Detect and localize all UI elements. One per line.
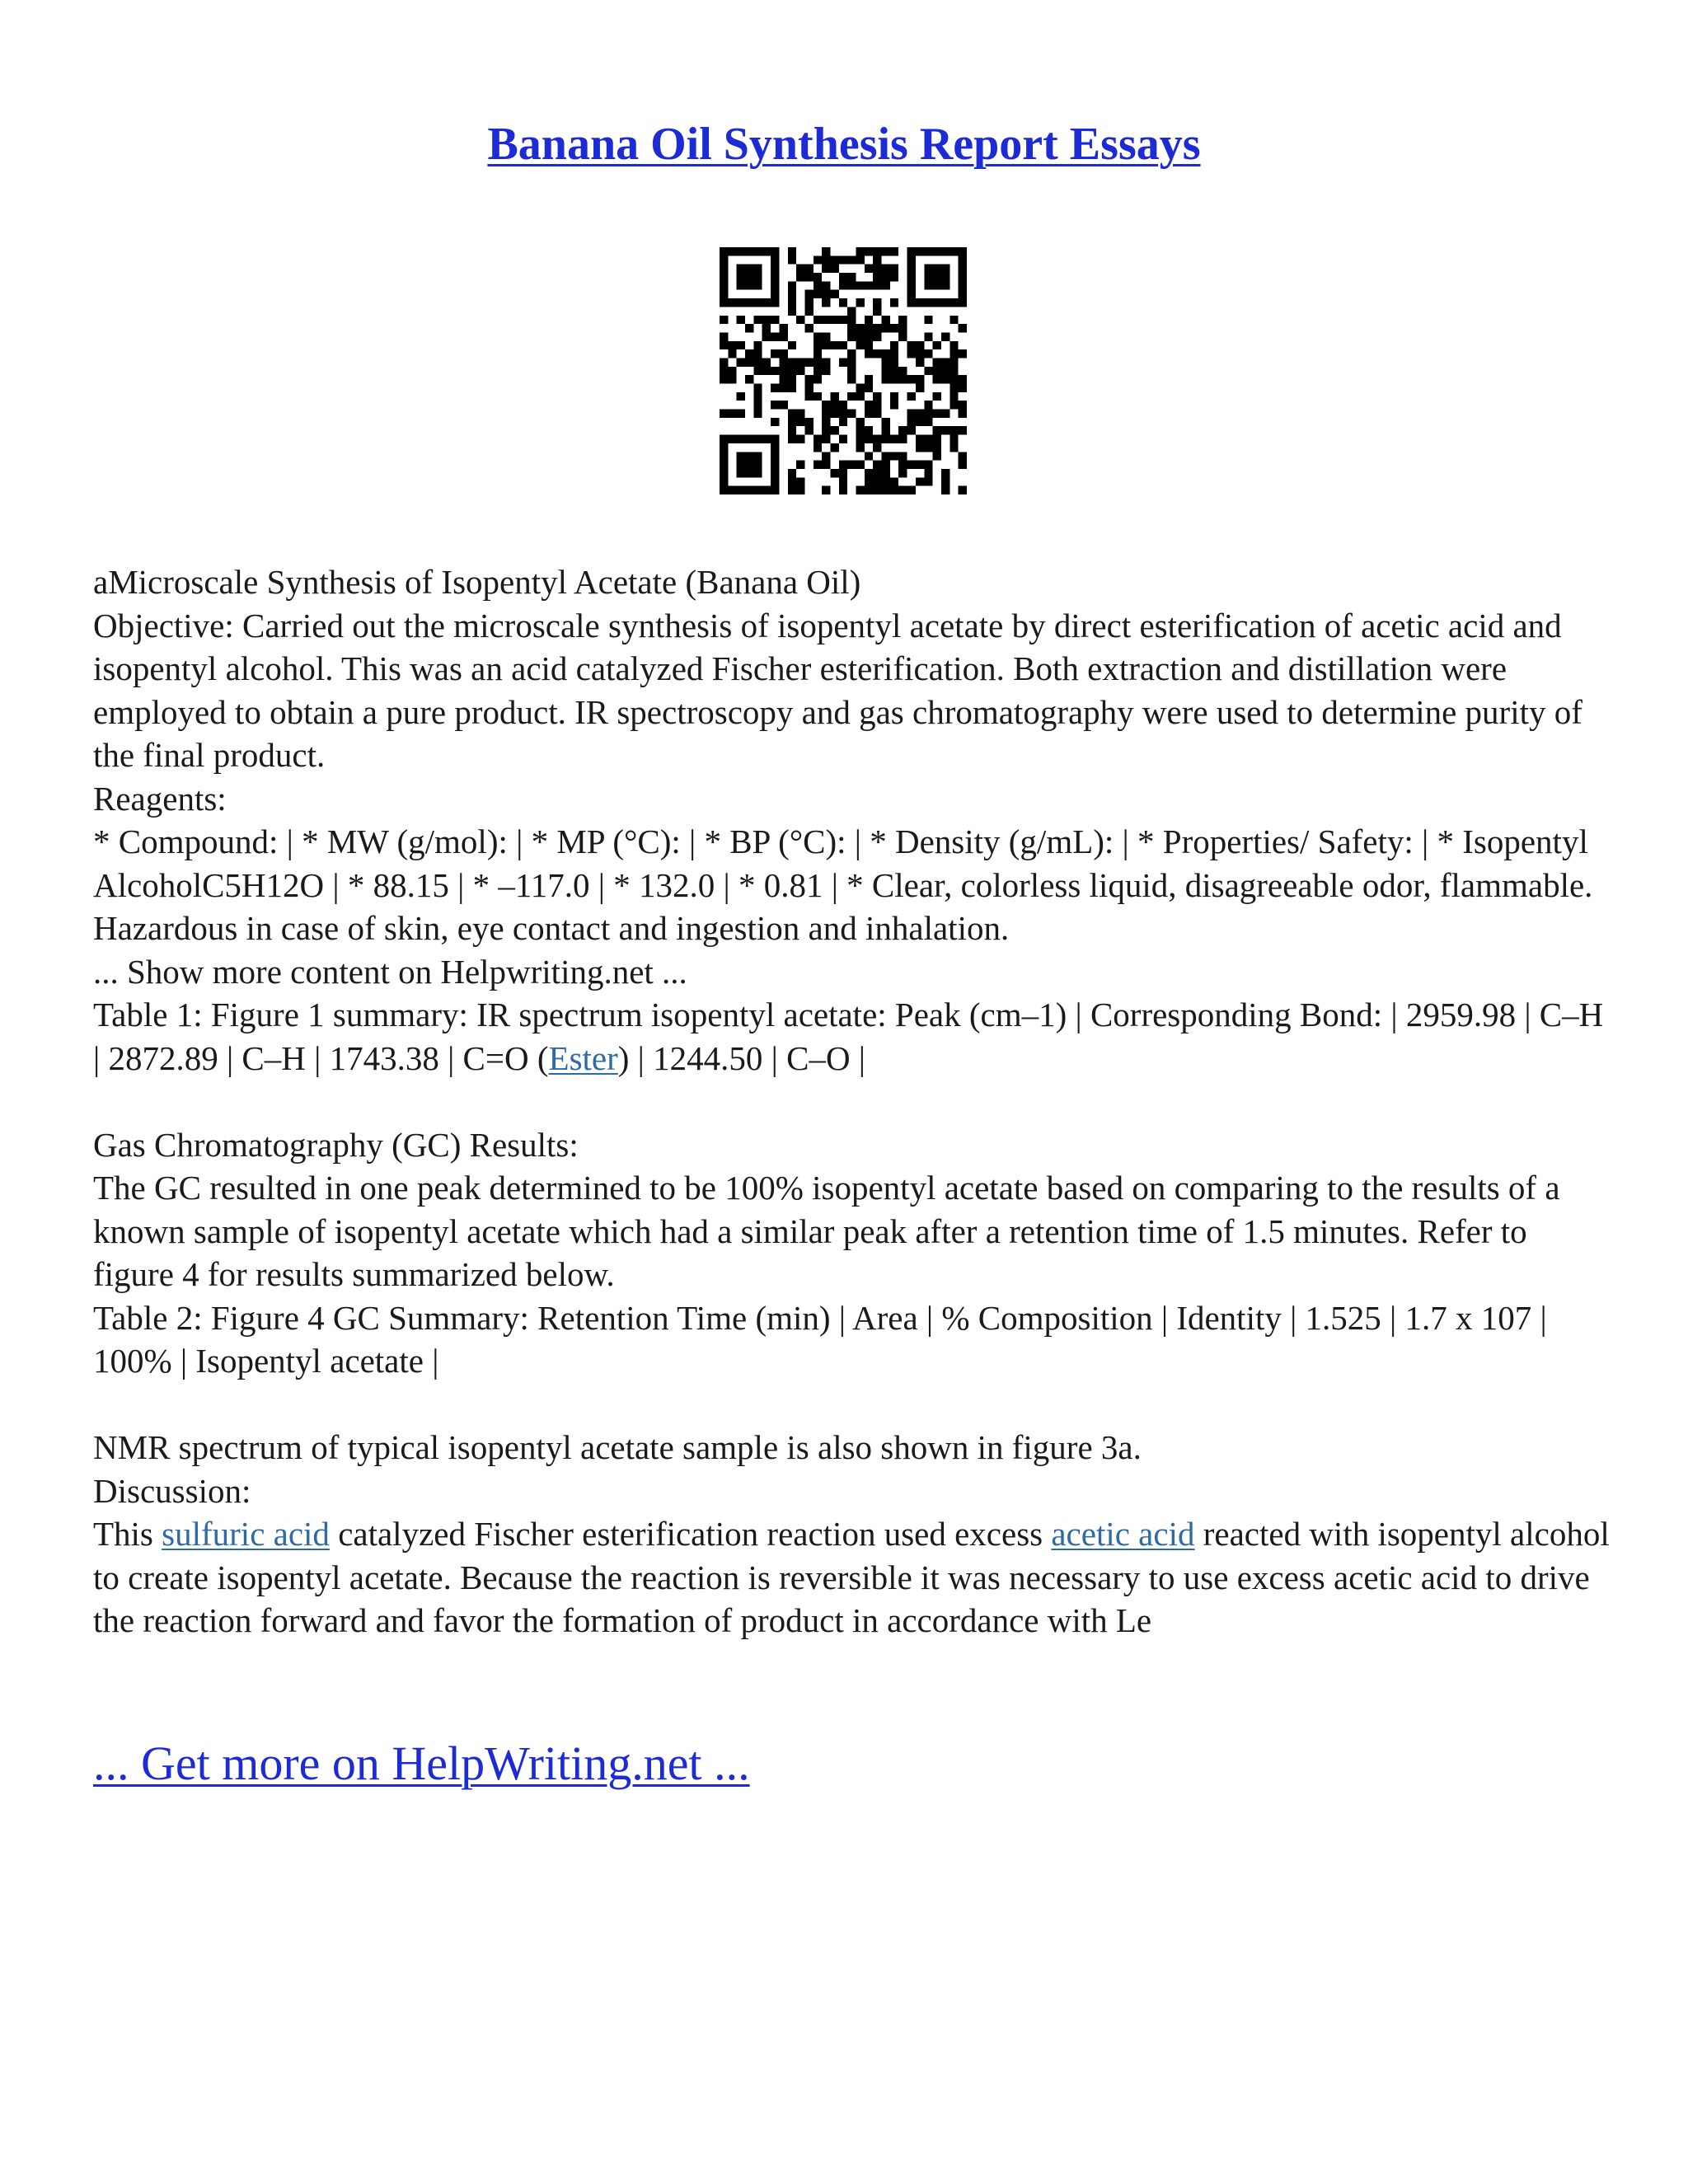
- show-more-text: ... Show more content on Helpwriting.net ...: [93, 952, 687, 991]
- nmr-text: NMR spectrum of typical isopentyl acetate sample is also shown in figure 3a.: [93, 1428, 1142, 1466]
- essay-heading: aMicroscale Synthesis of Isopentyl Acetate (Banana Oil): [93, 563, 861, 601]
- essay-body: [93, 560, 1610, 1643]
- reagents-table-text: * Compound: | * MW (g/mol): | * MP (°C): | * BP (°C): | * Density (g/mL): | * Properties/ Safety: | * Isopentyl AlcoholC5H12O | * 88.15 | * –117.0 | * 132.0 | * 0.81 | * Clear, colorless liquid, disagreeable odor, flammable. Hazardous in case of skin, eye contact and ingestion and inhalation.: [93, 823, 1593, 947]
- gc-paragraph: The GC resulted in one peak determined to be 100% isopentyl acetate based on comparing to the results of a known sample of isopentyl acetate which had a similar peak after a retention time of 1.5 minutes. Refer to figure 4 for results summarized below.: [93, 1169, 1560, 1293]
- ester-link[interactable]: Ester: [548, 1038, 618, 1077]
- acetic-acid-link[interactable]: acetic acid: [1051, 1515, 1195, 1553]
- discussion-paragraph: [93, 1512, 1610, 1643]
- get-more-container: [93, 1735, 750, 1793]
- reagents-label: Reagents:: [93, 779, 227, 818]
- discussion-part2: catalyzed Fischer esterification reaction used excess: [329, 1515, 1052, 1553]
- page-title: [0, 115, 1688, 173]
- get-more-link[interactable]: ... Get more on HelpWriting.net ...: [93, 1736, 750, 1790]
- gc-heading: Gas Chromatography (GC) Results:: [93, 1125, 579, 1164]
- title-link[interactable]: Banana Oil Synthesis Report Essays: [487, 119, 1201, 170]
- discussion-part1: This: [93, 1515, 162, 1553]
- objective-paragraph: Objective: Carried out the microscale synthesis of isopentyl acetate by direct esterification of acetic acid and isopentyl alcohol. This was an acid catalyzed Fischer esterification. Both extraction and distillation were employed to obtain a pure product. IR spectroscopy and gas chromatography were used to determine purity of the final product.: [93, 606, 1582, 774]
- discussion-label: Discussion:: [93, 1471, 251, 1510]
- table1-text: [93, 993, 1610, 1080]
- table2-text: Table 2: Figure 4 GC Summary: Retention Time (min) | Area | % Composition | Identity | 1.525 | 1.7 x 107 | 100% | Isopentyl acetate |: [93, 1298, 1547, 1380]
- qr-code-icon: [720, 247, 967, 494]
- sulfuric-acid-link[interactable]: sulfuric acid: [162, 1515, 330, 1553]
- discussion-part3: reacted with isopentyl alcohol to create isopentyl acetate. Because the reaction is reversible it was necessary to use excess acetic acid to drive the reaction forward and favor the formation of product in accordance with Le: [93, 1515, 1610, 1639]
- table1-before: Table 1: Figure 1 summary: IR spectrum isopentyl acetate: Peak (cm–1) | Corresponding Bond: | 2959.98 | C–H | 2872.89 | C–H | 1743.38 | C=O (: [93, 996, 1604, 1077]
- paragraph-gap: [93, 1383, 1610, 1427]
- paragraph-gap: [93, 1080, 1610, 1123]
- table1-after: ) | 1244.50 | C–O |: [617, 1038, 866, 1077]
